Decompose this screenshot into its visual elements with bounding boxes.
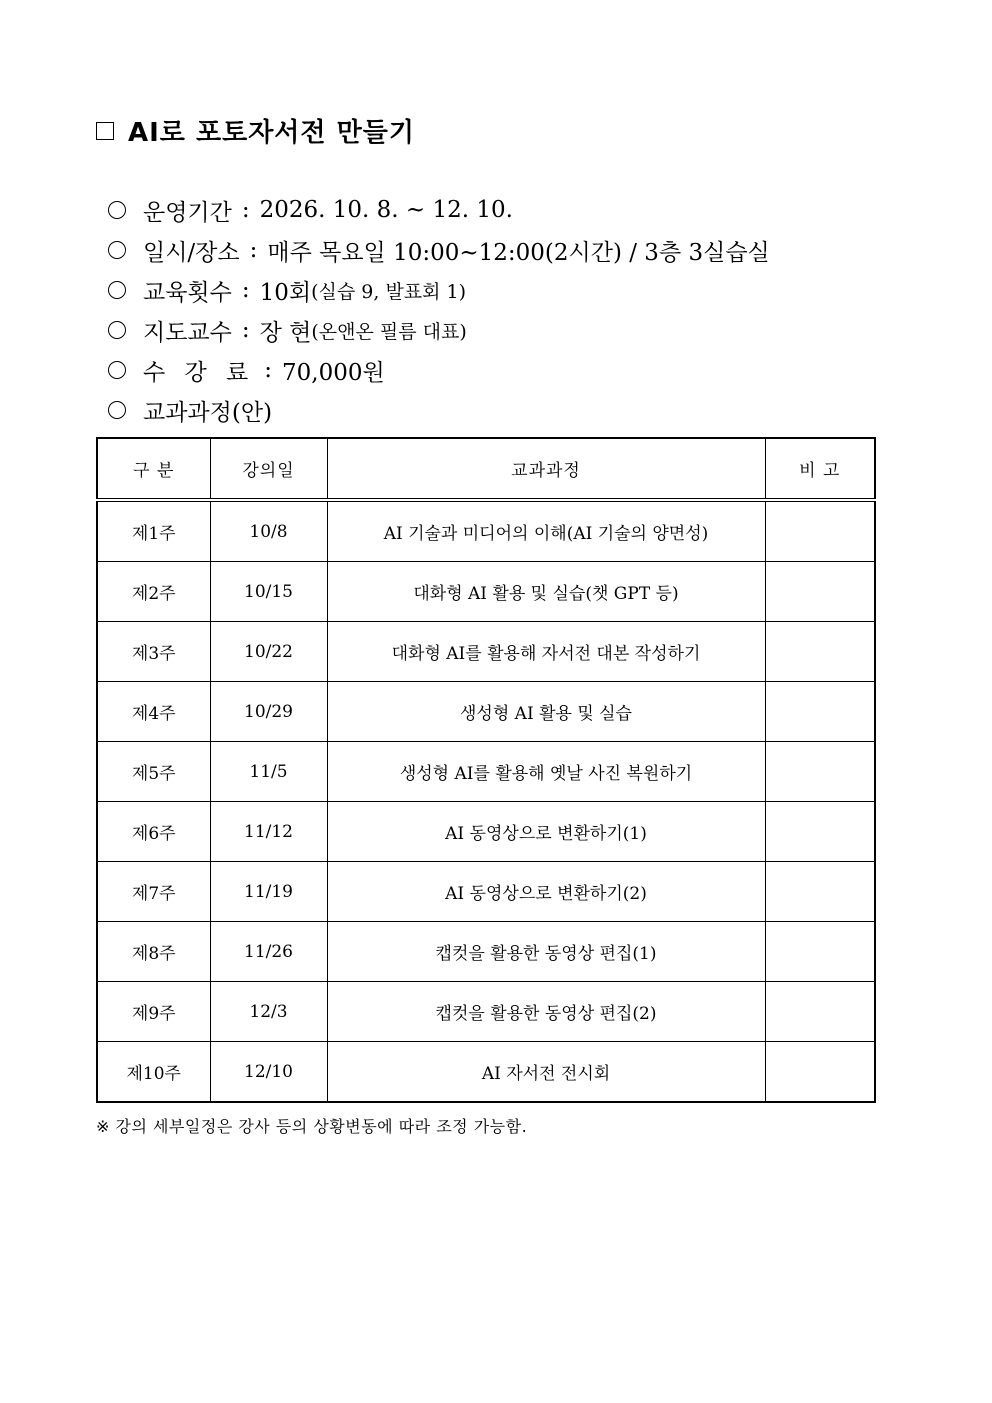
header-week: 구 분 [97, 438, 210, 500]
cell-week: 제7주 [97, 862, 210, 922]
circle-bullet-icon [108, 401, 126, 419]
header-remark: 비 고 [765, 438, 875, 500]
cell-week: 제10주 [97, 1042, 210, 1103]
info-curriculum [108, 390, 770, 430]
cell-course: AI 자서전 전시회 [327, 1042, 765, 1103]
info-list [108, 190, 770, 430]
table-row [97, 742, 875, 802]
circle-bullet-icon [108, 321, 126, 339]
cell-remark [765, 742, 875, 802]
cell-course: AI 기술과 미디어의 이해(AI 기술의 양면성) [327, 500, 765, 562]
cell-date: 11/12 [210, 802, 327, 862]
info-label: 교육횟수 [143, 279, 232, 306]
table-row [97, 500, 875, 562]
cell-course: 캡컷을 활용한 동영상 편집(2) [327, 982, 765, 1042]
cell-remark [765, 922, 875, 982]
info-schedule-place [108, 230, 770, 270]
cell-remark [765, 500, 875, 562]
info-period [108, 190, 770, 230]
table-row [97, 622, 875, 682]
cell-remark [765, 622, 875, 682]
cell-week: 제8주 [97, 922, 210, 982]
cell-date: 10/15 [210, 562, 327, 622]
info-value: 매주 목요일 10:00~12:00(2시간) / 3층 3실습실 [267, 239, 770, 266]
footnote: ※ 강의 세부일정은 강사 등의 상황변동에 따라 조정 가능함. [96, 1117, 528, 1136]
cell-week: 제6주 [97, 802, 210, 862]
cell-date: 10/29 [210, 682, 327, 742]
cell-course: AI 동영상으로 변환하기(1) [327, 802, 765, 862]
info-fee [108, 350, 770, 390]
table-header-row [97, 438, 875, 500]
cell-date: 10/22 [210, 622, 327, 682]
cell-week: 제2주 [97, 562, 210, 622]
page-title [96, 112, 415, 149]
cell-remark [765, 862, 875, 922]
info-label: 지도교수 [143, 319, 232, 346]
info-value: 장 현 [259, 319, 312, 346]
cell-course: AI 동영상으로 변환하기(2) [327, 862, 765, 922]
cell-remark [765, 682, 875, 742]
table-row [97, 562, 875, 622]
info-value: 2026. 10. 8. ~ 12. 10. [259, 197, 513, 223]
info-label: 일시/장소 [143, 239, 240, 266]
table-row [97, 682, 875, 742]
cell-remark [765, 982, 875, 1042]
header-date: 강의일 [210, 438, 327, 500]
table-row [97, 1042, 875, 1103]
info-value: 10회 [259, 279, 312, 306]
colon: : [264, 357, 273, 383]
cell-course: 생성형 AI 활용 및 실습 [327, 682, 765, 742]
info-value: 70,000원 [282, 359, 385, 386]
colon: : [249, 237, 258, 263]
cell-remark [765, 562, 875, 622]
square-bullet-icon [96, 122, 114, 140]
cell-date: 11/26 [210, 922, 327, 982]
info-instructor [108, 310, 770, 350]
cell-week: 제1주 [97, 500, 210, 562]
cell-date: 10/8 [210, 500, 327, 562]
cell-course: 대화형 AI를 활용해 자서전 대본 작성하기 [327, 622, 765, 682]
colon: : [241, 197, 250, 223]
cell-week: 제3주 [97, 622, 210, 682]
cell-date: 11/5 [210, 742, 327, 802]
table-row [97, 802, 875, 862]
info-note: (실습 9, 발표회 1) [311, 280, 467, 303]
cell-course: 캡컷을 활용한 동영상 편집(1) [327, 922, 765, 982]
info-label: 교과과정(안) [143, 399, 273, 426]
cell-date: 11/19 [210, 862, 327, 922]
cell-date: 12/10 [210, 1042, 327, 1103]
circle-bullet-icon [108, 201, 126, 219]
page-title-text: AI로 포토자서전 만들기 [128, 118, 415, 148]
cell-course: 대화형 AI 활용 및 실습(챗 GPT 등) [327, 562, 765, 622]
circle-bullet-icon [108, 281, 126, 299]
circle-bullet-icon [108, 361, 126, 379]
cell-remark [765, 802, 875, 862]
table-row [97, 922, 875, 982]
cell-week: 제4주 [97, 682, 210, 742]
table-row [97, 982, 875, 1042]
circle-bullet-icon [108, 241, 126, 259]
curriculum-table [96, 437, 876, 1103]
table-row [97, 862, 875, 922]
colon: : [241, 277, 250, 303]
info-label: 수 강 료 [143, 359, 255, 386]
info-label: 운영기간 [143, 199, 232, 226]
cell-week: 제5주 [97, 742, 210, 802]
header-course: 교과과정 [327, 438, 765, 500]
colon: : [241, 317, 250, 343]
info-sessions [108, 270, 770, 310]
cell-remark [765, 1042, 875, 1103]
info-note: (온앤온 필름 대표) [311, 320, 467, 343]
cell-course: 생성형 AI를 활용해 옛날 사진 복원하기 [327, 742, 765, 802]
cell-date: 12/3 [210, 982, 327, 1042]
cell-week: 제9주 [97, 982, 210, 1042]
